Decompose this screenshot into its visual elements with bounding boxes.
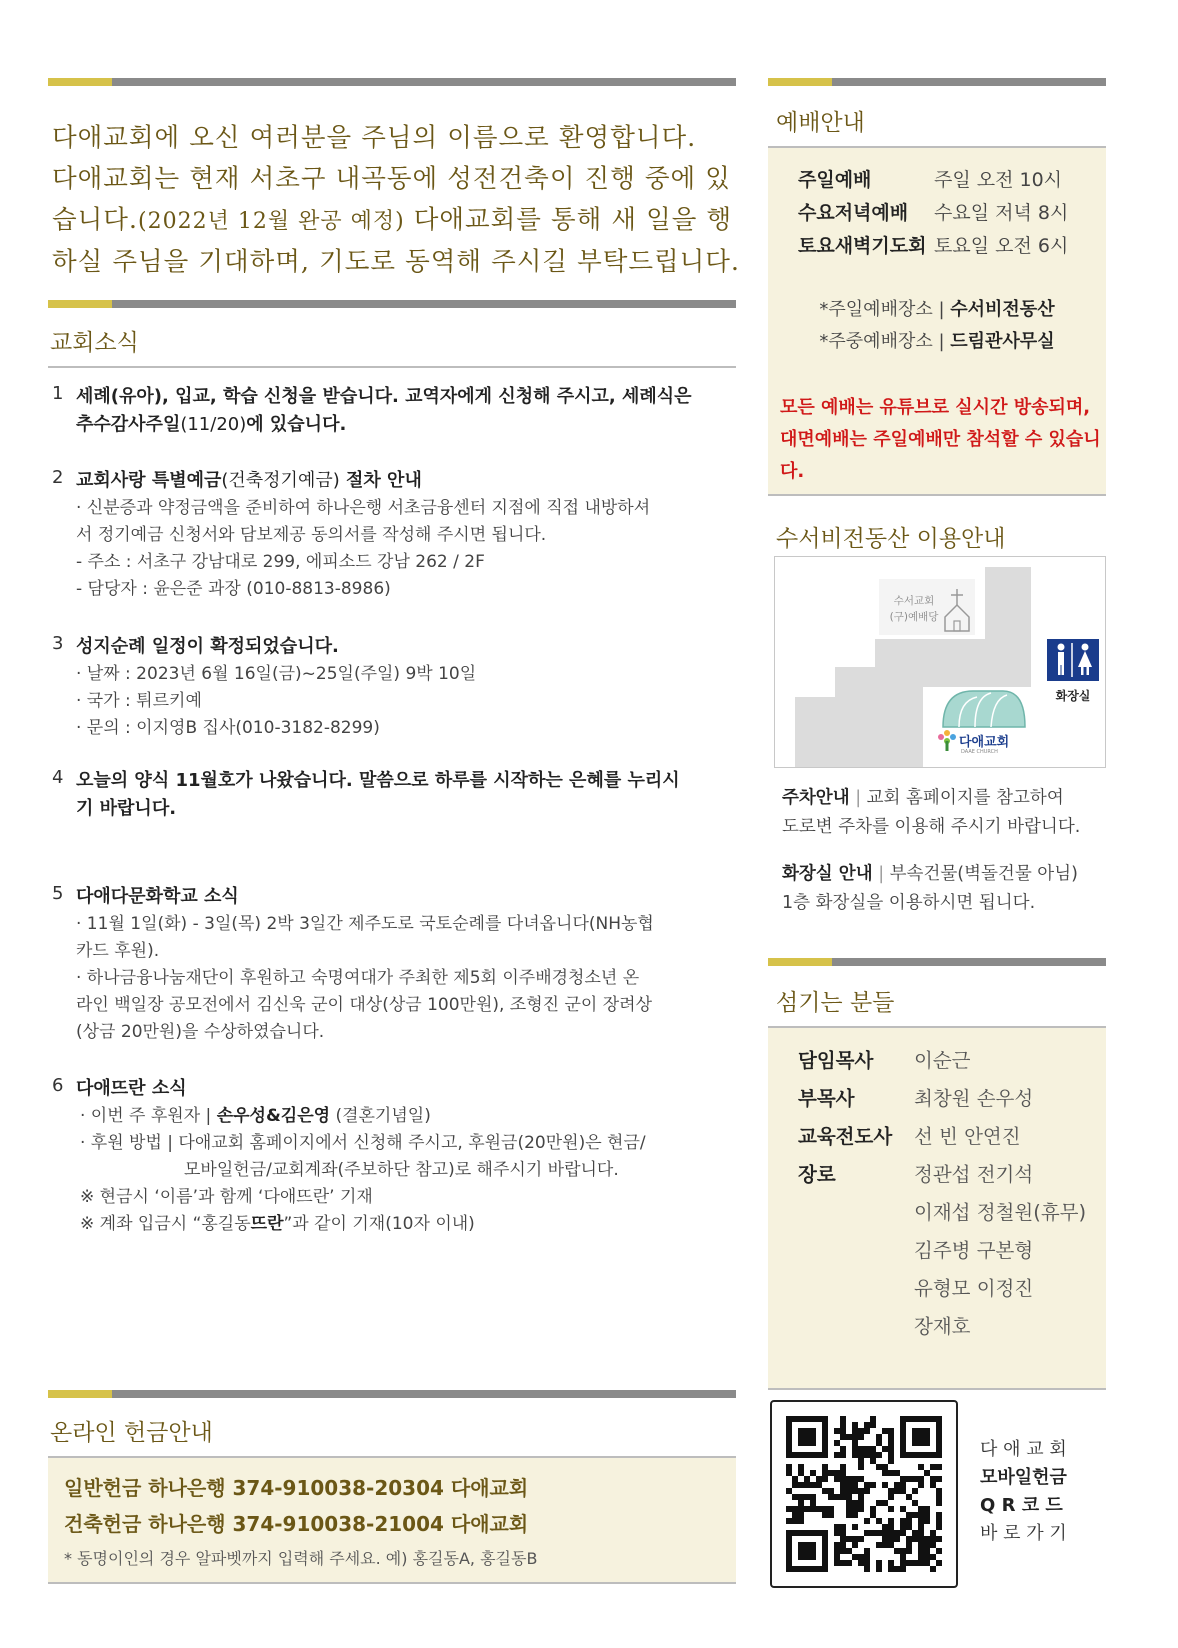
worship-top-bar xyxy=(768,78,1106,86)
news-number: 3 xyxy=(52,633,64,654)
news-top-bar xyxy=(48,300,736,308)
news-line: ※ 계좌 입금시 “홍길동뜨란”과 같이 기재(10자 이내) xyxy=(80,1214,475,1234)
news-heading: 세례(유아), 입교, 학습 신청을 받습니다. 교역자에게 신청해 주시고, 세례식은 xyxy=(76,386,692,407)
news-line: (상금 20만원)을 수상하였습니다. xyxy=(76,1022,325,1042)
news-divider xyxy=(48,366,736,368)
news-line: · 신분증과 약정금액을 준비하여 하나은행 서초금융센터 지점에 직접 내방하셔 xyxy=(76,498,651,518)
staff-row: 유형모 이정진 xyxy=(914,1277,1034,1300)
welcome-line-3: 습니다.(2022년 12월 완공 예정) 다애교회를 통해 새 일을 행 xyxy=(52,205,733,235)
church-logo-icon xyxy=(938,730,956,751)
news-line: - 주소 : 서초구 강남대로 299, 에피소드 강남 262 / 2F xyxy=(76,552,485,572)
site-map xyxy=(774,556,1106,768)
church-logo-subtext: DAAE CHURCH xyxy=(961,749,998,755)
staff-row: 장로 정관섭 전기석 xyxy=(798,1163,1034,1186)
news-line: · 하나금융나눔재단이 후원하고 숙명여대가 주최한 제5회 이주배경청소년 온 xyxy=(76,968,640,988)
qr-code-icon[interactable] xyxy=(772,1402,956,1586)
worship-youtube-notice: 모든 예배는 유튜브로 실시간 방송되며, 대면예배는 주일예배만 참석할 수 있습니 다. xyxy=(780,397,1101,482)
news-heading: 다애뜨란 소식 xyxy=(76,1078,187,1099)
worship-place-sunday: *주일예배장소 | 수서비전동산 xyxy=(819,299,1055,320)
welcome-top-bar xyxy=(48,78,736,86)
news-line: · 후원 방법 | 다애교회 홈페이지에서 신청해 주시고, 후원금(20만원)은 현금/ xyxy=(80,1133,646,1153)
news-heading: 교회사랑 특별예금(건축정기예금) 절차 안내 xyxy=(76,470,422,491)
news-number: 6 xyxy=(52,1075,64,1096)
news-line: · 날짜 : 2023년 6월 16일(금)~25일(주일) 9박 10일 xyxy=(76,664,477,684)
staff-panel xyxy=(768,1028,1106,1388)
parking-info: 주차안내 | 교회 홈페이지를 참고하여 도로변 주차를 이용해 주시기 바랍니다. xyxy=(782,788,1081,837)
news-heading: 성지순례 일정이 확정되었습니다. xyxy=(76,636,339,657)
offering-note: * 동명이인의 경우 알파벳까지 입력해 주세요. 예) 홍길동A, 홍길동B xyxy=(64,1549,538,1568)
worship-title: 예배안내 xyxy=(776,110,865,136)
restroom-info: 화장실 안내 | 부속건물(벽돌건물 아님) 1층 화장실을 이용하시면 됩니다. xyxy=(782,864,1078,913)
news-title: 교회소식 xyxy=(50,330,139,356)
news-number: 1 xyxy=(52,383,64,404)
welcome-line-4: 하실 주님을 기대하며, 기도로 동역해 주시길 부탁드립니다. xyxy=(52,247,741,277)
staff-row: 장재호 xyxy=(914,1315,971,1338)
offering-title: 온라인 헌금안내 xyxy=(50,1420,213,1446)
news-line: · 문의 : 이지영B 집사(010-3182-8299) xyxy=(76,718,380,738)
news-number: 2 xyxy=(52,467,64,488)
news-heading: 추수감사주일(11/20)에 있습니다. xyxy=(76,414,347,435)
news-line: · 국가 : 튀르키예 xyxy=(76,691,202,711)
news-line: · 이번 주 후원자 | 손우성&김은영 (결혼기념일) xyxy=(80,1106,431,1126)
restroom-icon-bg xyxy=(1047,639,1099,681)
map-title: 수서비전동산 이용안내 xyxy=(776,526,1006,552)
news-line: ※ 현금시 ‘이름’과 함께 ‘다애뜨란’ 기재 xyxy=(80,1187,373,1207)
news-heading: 기 바랍니다. xyxy=(76,798,177,819)
news-heading: 오늘의 양식 11월호가 나왔습니다. 말씀으로 하루를 시작하는 은혜를 누리시 xyxy=(76,770,680,791)
worship-panel xyxy=(768,148,1106,494)
staff-row: 담임목사 이순근 xyxy=(798,1049,971,1072)
staff-top-bar xyxy=(768,958,1106,966)
news-line: 모바일헌금/교회계좌(주보하단 참고)로 해주시기 바랍니다. xyxy=(184,1160,619,1180)
offering-line-building: 건축헌금 하나은행 374-910038-21004 다애교회 xyxy=(64,1512,529,1536)
welcome-line-1: 다애교회에 오신 여러분을 주님의 이름으로 환영합니다. xyxy=(52,123,697,153)
news-line: 서 정기예금 신청서와 담보제공 동의서를 작성해 주시면 됩니다. xyxy=(76,525,547,545)
staff-bottom-divider xyxy=(768,1388,1106,1390)
staff-row: 이재섭 정철원(휴무) xyxy=(914,1201,1087,1224)
worship-bottom-divider xyxy=(768,494,1106,496)
restroom-label: 화장실 xyxy=(1055,689,1091,703)
worship-place-weekday: *주중예배장소 | 드림관사무실 xyxy=(819,331,1055,352)
news-line: · 11월 1일(화) - 3일(목) 2박 3일간 제주도로 국토순례를 다녀옵니다(NH농협 xyxy=(76,914,654,934)
welcome-message xyxy=(52,118,742,283)
qr-code-frame[interactable] xyxy=(770,1400,958,1588)
staff-row: 부목사 최창원 손우성 xyxy=(798,1087,1034,1110)
offering-top-bar xyxy=(48,1390,736,1398)
news-line: - 담당자 : 윤은준 과장 (010-8813-8986) xyxy=(76,579,391,599)
news-number: 5 xyxy=(52,883,64,904)
staff-row: 김주병 구본형 xyxy=(914,1239,1034,1262)
worship-row-sunday: 주일예배 주일 오전 10시 xyxy=(798,169,1063,191)
worship-row-saturday: 토요새벽기도회 토요일 오전 6시 xyxy=(798,235,1069,257)
old-church-label: 수서교회 (구)예배당 xyxy=(889,595,939,623)
church-logo-text: 다애교회 xyxy=(959,735,1010,750)
offering-line-general: 일반헌금 하나은행 374-910038-20304 다애교회 xyxy=(64,1476,529,1500)
worship-row-wednesday: 수요저녁예배 수요일 저녁 8시 xyxy=(798,202,1069,224)
offering-panel xyxy=(48,1458,736,1582)
staff-row: 교육전도사 선 빈 안연진 xyxy=(798,1125,1021,1148)
offering-bottom-divider xyxy=(48,1582,736,1584)
news-line: 카드 후원). xyxy=(76,941,160,961)
news-line: 라인 백일장 공모전에서 김신욱 군이 대상(상금 100만원), 조형진 군이 장려상 xyxy=(76,995,652,1015)
welcome-line-2: 다애교회는 현재 서초구 내곡동에 성전건축이 진행 중에 있 xyxy=(52,164,731,194)
qr-caption: 다 애 교 회 모바일헌금 Q R 코 드 바 로 가 기 xyxy=(980,1439,1067,1544)
site-map-drawing xyxy=(775,557,1105,767)
news-number: 4 xyxy=(52,767,64,788)
news-heading: 다애다문화학교 소식 xyxy=(76,886,239,907)
staff-title: 섬기는 분들 xyxy=(776,990,895,1016)
